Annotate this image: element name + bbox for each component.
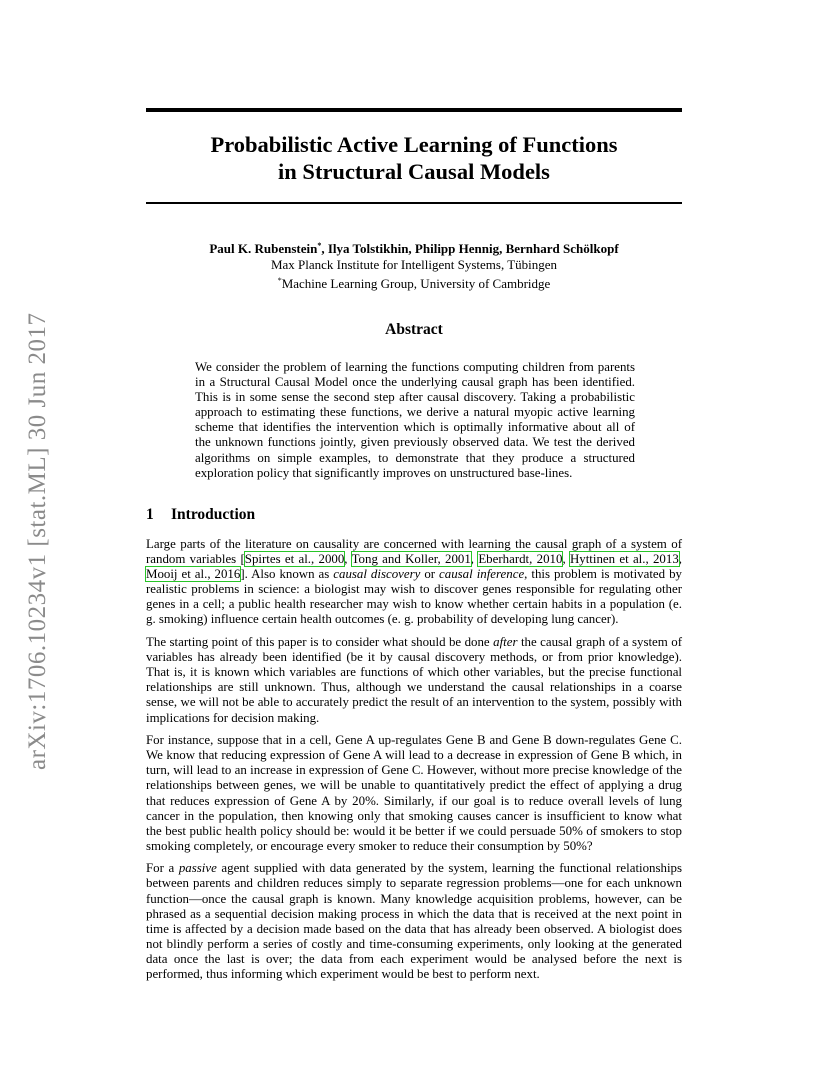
title-top-rule [146,108,682,112]
title-bottom-rule [146,202,682,204]
paragraph-2: The starting point of this paper is to consider what should be done after the causal graph of a system of variables has already been identified (be it by causal discovery methods, or from prior knowledge). That is, it is known which variables are functions of which other variables, but the precise functional relationships are still unknown. Thus, although we understand the causal relationships in a coarse sense, we will not be able to accurately predict the result of an intervention to the system, possibly with implications for decision making. [146,635,683,725]
paragraph-3: For instance, suppose that in a cell, Gene A up-regulates Gene B and Gene B down-regulates Gene C. We know that reducing expression of Gene A will lead to a decrease in expression of Gene B which, in turn, will lead to an increase in expression of Gene C. However, without more precise knowledge of the relationships between genes, we will be unable to quantitatively predict the effect of applying a drug that reduces expression of Gene A by 20%. Similarly, if our goal is to reduce overall levels of lung cancer in the population, then knowing only that smoking causes cancer is insufficient to know what the best public health policy should be: would it be better if we could persuade 50% of smokers to stop smoking completely, or encourage every smoker to reduce their consumption by 50%? [146,733,682,853]
title-line-1: Probabilistic Active Learning of Functions [210,132,618,157]
affiliation-cambridge: *Machine Learning Group, University of Cambridge [277,276,551,291]
citation-spirtes[interactable]: Spirtes et al., 2000 [244,552,345,567]
abstract-heading: Abstract [385,321,443,338]
citation-hyttinen[interactable]: Hyttinen et al., 2013 [569,552,679,567]
citation-tong-koller[interactable]: Tong and Koller, 2001 [351,552,471,567]
title-line-2: in Structural Causal Models [278,159,550,184]
author-block [146,238,682,292]
paper-title [146,131,682,185]
introduction-body [146,537,682,990]
paragraph-4: For a passive agent supplied with data generated by the system, learning the functional relationships between parents and children reduces simply to separate regression problems—one for each unknown function—once the causal graph is known. Many knowledge acquisition problems, however, can be phrased as a sequential decision making process in which the data that is received at the next point in time is affected by a decision made based on the data that has already been observed. A biologist does not blindly perform a series of costly and time-consuming experiments, only looking at the generated data once the last is over; the data from each experiment would be analysed before the next is performed, thus informing which experiment would be best to perform next. [146,861,683,982]
citation-mooij[interactable]: Mooij et al., 2016 [146,567,241,582]
paragraph-1: Large parts of the literature on causality are concerned with learning the causal graph of a system of random variables [Spirtes et al., 2000, Tong and Koller, 2001, Eberhardt, 2010, Hyttinen et al., 2013, Mooij et al., 2016]. Also known as causal discovery or causal inference, this problem is motivated by realistic problems in science: a biologist may wish to discover genes responsible for regulating other genes in a cell; a public health researcher may wish to know whether certain habits in a population (e. g. smoking) influence certain health outcomes (e. g. probability of developing lung cancer). [146,537,682,627]
author-names: Paul K. Rubenstein*, Ilya Tolstikhin, Philipp Hennig, Bernhard Schölkopf [209,241,619,256]
section-title: Introduction [171,506,256,523]
arxiv-identifier: arXiv:1706.10234v1 [stat.ML] 30 Jun 2017 [24,312,51,770]
section-number: 1 [146,506,154,523]
section-heading-introduction [146,506,255,524]
affiliation-mpi: Max Planck Institute for Intelligent Systems, Tübingen [270,257,558,272]
abstract-text: We consider the problem of learning the functions computing children from parents in a Structural Causal Model once the underlying causal graph has been identified. This is in some sense the second step after causal discovery. Taking a probabilistic approach to estimating these functions, we derive a natural myopic active learning scheme that identifies the intervention which is optimally informative about all of the unknown functions jointly, given previously observed data. We test the derived algorithms on simple examples, to demonstrate that they produce a structured exploration policy that significantly improves on unstructured base-lines. [195,360,635,480]
citation-eberhardt[interactable]: Eberhardt, 2010 [478,552,563,567]
